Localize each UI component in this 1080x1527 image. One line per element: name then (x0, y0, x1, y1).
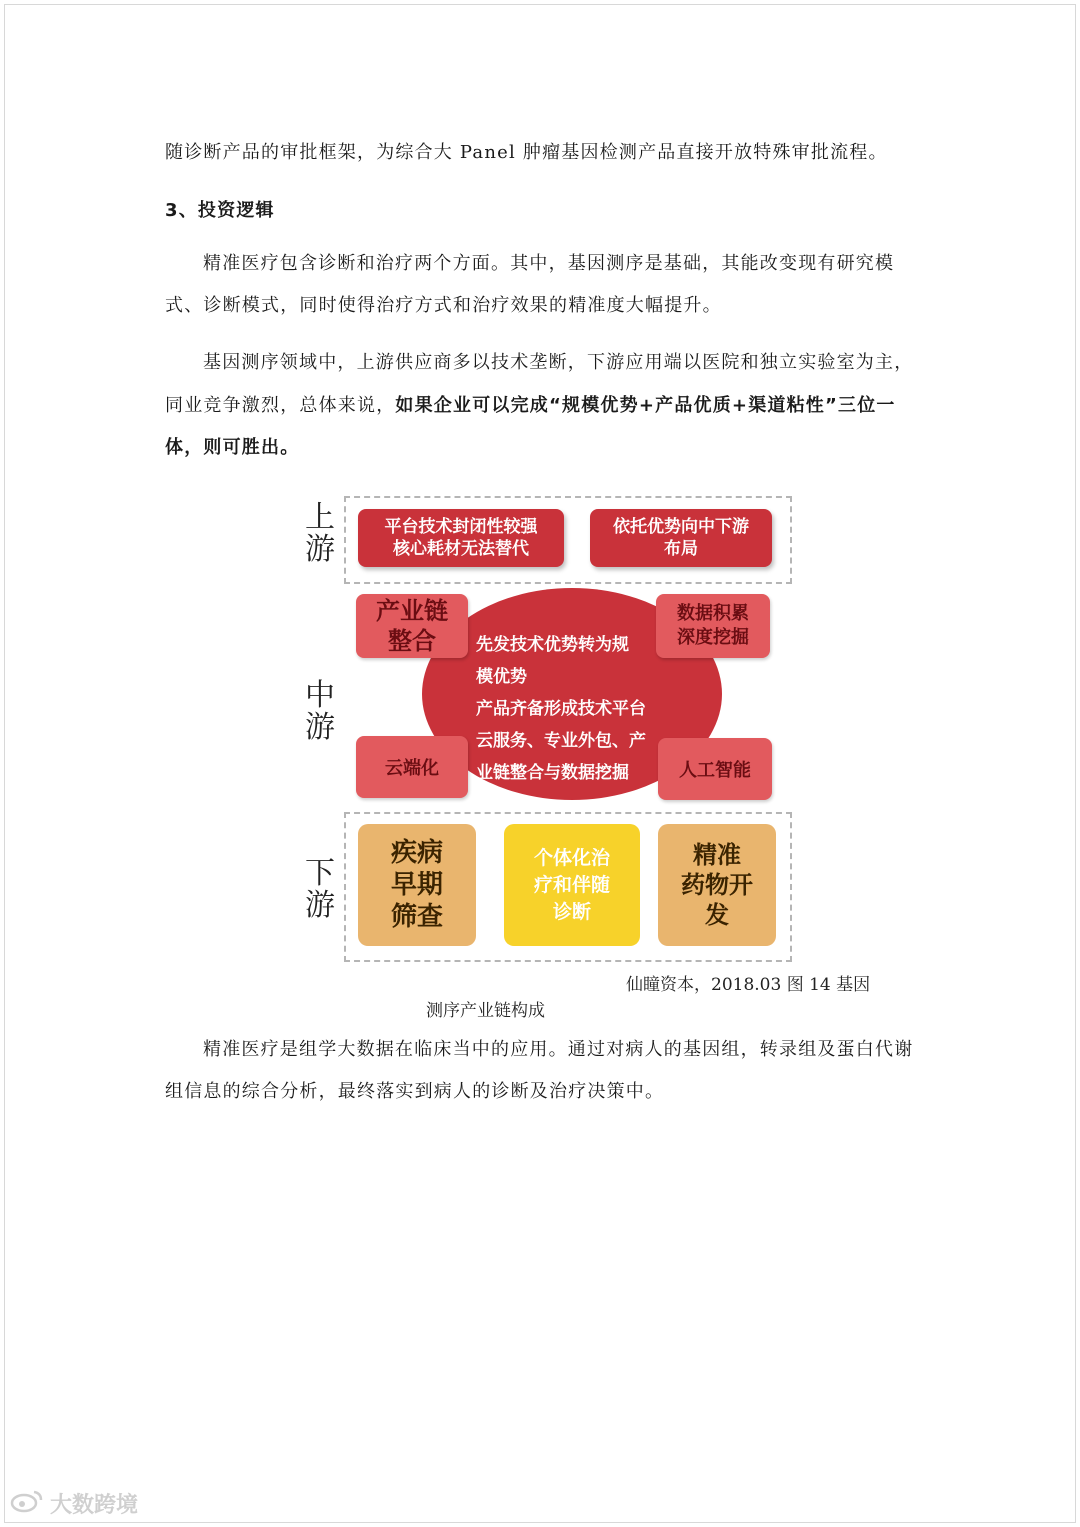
box-text: 数据积累 (677, 603, 749, 624)
center-line: 云服务、专业外包、产 (476, 731, 646, 751)
center-line: 产品齐备形成技术平台 (476, 699, 646, 719)
box-text: 个体化治 (533, 846, 610, 869)
watermark-text: 大数跨境 (50, 1493, 139, 1518)
box-text: 整合 (388, 627, 436, 655)
mid-box-cloud (356, 736, 468, 798)
box-text: 筛查 (390, 902, 443, 932)
center-line: 模优势 (476, 667, 527, 687)
box-text: 诊断 (552, 900, 591, 923)
paragraph-line: 式、诊断模式，同时使得治疗方式和治疗效果的精准度大幅提升。 (165, 295, 722, 316)
weibo-icon (10, 1489, 44, 1519)
box-text: 依托优势向中下游 (613, 517, 749, 537)
box-text: 产业链 (376, 597, 448, 625)
upstream-label: 上游 (305, 500, 335, 567)
box-text: 精准 (693, 841, 741, 869)
paragraph-line: 精准医疗是组学大数据在临床当中的应用。通过对病人的基因组，转录组及蛋白代谢 (203, 1039, 914, 1060)
paragraph-line: 随诊断产品的审批框架，为综合大 Panel 肿瘤基因检测产品直接开放特殊审批流程。 (165, 142, 888, 163)
paragraph-line: 精准医疗包含诊断和治疗两个方面。其中，基因测序是基础，其能改变现有研究模 (203, 253, 895, 274)
watermark (10, 1488, 138, 1519)
mid-box-ai (658, 738, 772, 800)
box-text: 疾病 (390, 838, 443, 868)
figure-caption-line1: 仙瞳资本，2018.03 图 14 基因 (626, 975, 871, 995)
center-line: 先发技术优势转为规 (476, 635, 629, 655)
paragraph-line (165, 394, 925, 418)
box-text: 早期 (390, 870, 443, 900)
box-text: 深度挖掘 (677, 627, 749, 648)
emphasis-text: 如果企业可以完成“规模优势+产品优质+渠道粘性”三位一 (395, 395, 896, 416)
box-text: 发 (705, 901, 729, 929)
box-text: 疗和伴随 (533, 873, 610, 896)
downstream-box-personalized (504, 824, 640, 946)
upstream-box-platform (358, 509, 564, 567)
downstream-label: 下游 (305, 856, 335, 923)
paragraph-text: 同业竞争激烈，总体来说， (165, 395, 396, 416)
box-text: 药物开 (681, 871, 753, 899)
upstream-box-layout (590, 509, 772, 567)
downstream-box-drug (658, 824, 776, 946)
center-text (476, 629, 646, 789)
box-text: 云端化 (385, 758, 439, 779)
industry-chain-diagram (300, 490, 800, 970)
midstream-label: 中游 (305, 678, 335, 745)
mid-box-data (656, 594, 770, 658)
box-text: 人工智能 (679, 760, 751, 781)
center-line: 业链整合与数据挖掘 (476, 763, 629, 783)
box-text: 核心耗材无法替代 (393, 539, 529, 559)
downstream-box-screening (358, 824, 476, 946)
paragraph-line (165, 436, 925, 460)
mid-box-integration (356, 594, 468, 658)
paragraph-line: 基因测序领域中，上游供应商多以技术垄断，下游应用端以医院和独立实验室为主， (203, 352, 914, 373)
box-text: 布局 (664, 539, 698, 559)
paragraph-line: 组信息的综合分析，最终落实到病人的诊断及治疗决策中。 (165, 1081, 665, 1102)
emphasis-text: 体，则可胜出。 (165, 437, 300, 458)
box-text: 平台技术封闭性较强 (384, 517, 538, 537)
figure-caption-line2: 测序产业链构成 (426, 1001, 545, 1021)
section-heading: 3、投资逻辑 (165, 200, 275, 221)
